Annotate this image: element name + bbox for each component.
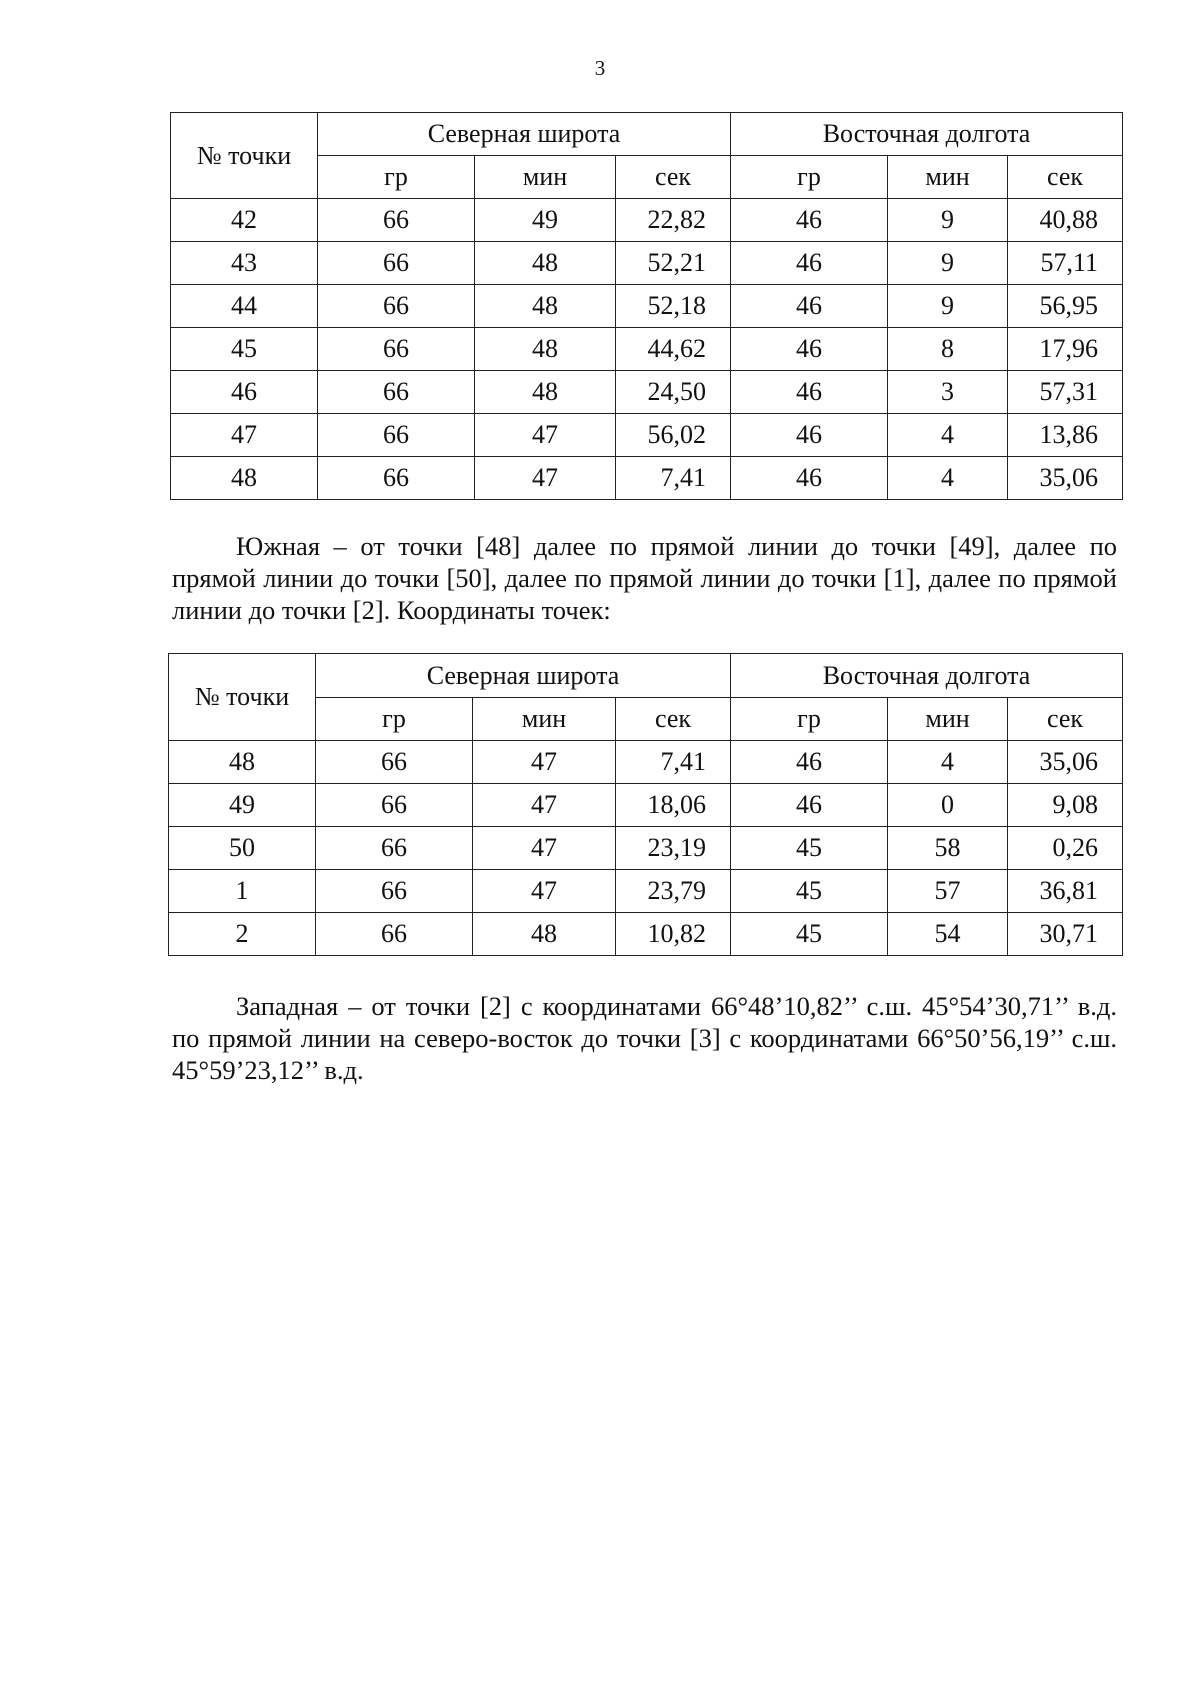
table-row [169, 741, 1123, 784]
lon-minutes-cell: 3 [888, 371, 1008, 414]
lon-degrees-cell: 45 [731, 913, 888, 956]
table-row [169, 827, 1123, 870]
lat-degrees-cell: 66 [316, 870, 473, 913]
point-number-cell: 48 [171, 457, 318, 500]
table-header [169, 654, 1123, 741]
lat-degrees-cell: 66 [316, 827, 473, 870]
lon-degrees-cell: 46 [731, 328, 888, 371]
lat-degrees-cell: 66 [318, 414, 475, 457]
lat-minutes-cell: 47 [473, 741, 616, 784]
lat-seconds-cell: 22,82 [616, 199, 731, 242]
table-row [171, 328, 1123, 371]
lat-seconds-cell: 18,06 [616, 784, 731, 827]
lon-minutes-cell: 4 [888, 457, 1008, 500]
table-row [169, 913, 1123, 956]
point-number-cell: 44 [171, 285, 318, 328]
lat-degrees-cell: 66 [316, 784, 473, 827]
lat-seconds-cell: 44,62 [616, 328, 731, 371]
east-longitude-header: Восточная долгота [731, 654, 1123, 698]
lon-minutes-cell: 4 [888, 741, 1008, 784]
page-number: 3 [594, 56, 606, 80]
table-row [171, 285, 1123, 328]
table-body [169, 741, 1123, 956]
lat-seconds-header: сек [616, 698, 731, 741]
lat-degrees-cell: 66 [318, 457, 475, 500]
lon-seconds-cell: 0,26 [1008, 827, 1123, 870]
lon-degrees-cell: 46 [731, 457, 888, 500]
lat-minutes-cell: 48 [473, 913, 616, 956]
lon-seconds-cell: 35,06 [1008, 457, 1123, 500]
lon-degrees-header: гр [731, 156, 888, 199]
lon-degrees-cell: 46 [731, 285, 888, 328]
point-number-header: № точки [169, 654, 316, 741]
lon-seconds-cell: 56,95 [1008, 285, 1123, 328]
lon-degrees-header: гр [731, 698, 888, 741]
lon-degrees-cell: 46 [731, 199, 888, 242]
lon-minutes-header: мин [888, 156, 1008, 199]
lon-minutes-cell: 58 [888, 827, 1008, 870]
table-body [171, 199, 1123, 500]
lat-seconds-header: сек [616, 156, 731, 199]
coordinates-table-north-east [170, 112, 1123, 500]
lon-degrees-cell: 46 [731, 784, 888, 827]
lon-seconds-header: сек [1008, 156, 1123, 199]
lat-degrees-cell: 66 [318, 371, 475, 414]
lon-seconds-cell: 35,06 [1008, 741, 1123, 784]
lat-seconds-cell: 56,02 [616, 414, 731, 457]
point-number-cell: 43 [171, 242, 318, 285]
lat-degrees-cell: 66 [316, 741, 473, 784]
lat-seconds-cell: 23,19 [616, 827, 731, 870]
north-latitude-header: Северная широта [316, 654, 731, 698]
lat-minutes-cell: 48 [475, 371, 616, 414]
lat-degrees-cell: 66 [318, 328, 475, 371]
coordinates-table-south [168, 653, 1123, 956]
lat-seconds-cell: 24,50 [616, 371, 731, 414]
table-row [169, 870, 1123, 913]
point-number-cell: 47 [171, 414, 318, 457]
lat-seconds-cell: 7,41 [616, 457, 731, 500]
table-header [171, 113, 1123, 199]
lon-degrees-cell: 46 [731, 371, 888, 414]
point-number-cell: 48 [169, 741, 316, 784]
lat-minutes-cell: 48 [475, 242, 616, 285]
lat-seconds-cell: 23,79 [616, 870, 731, 913]
lon-degrees-cell: 46 [731, 741, 888, 784]
point-number-cell: 45 [171, 328, 318, 371]
north-latitude-header: Северная широта [318, 113, 731, 156]
lat-degrees-cell: 66 [316, 913, 473, 956]
lon-seconds-cell: 57,31 [1008, 371, 1123, 414]
table-row [171, 199, 1123, 242]
lon-degrees-cell: 45 [731, 827, 888, 870]
lat-minutes-cell: 47 [475, 414, 616, 457]
lon-degrees-cell: 45 [731, 870, 888, 913]
table-row [171, 457, 1123, 500]
lon-minutes-cell: 57 [888, 870, 1008, 913]
lon-minutes-cell: 54 [888, 913, 1008, 956]
point-number-cell: 50 [169, 827, 316, 870]
table-row [171, 414, 1123, 457]
south-boundary-paragraph: Южная – от точки [48] далее по прямой линии до точки [49], далее по прямой линии до точки [50], далее по прямой линии до точки [1], далее по прямой линии до точки [2]. Координаты точек: [172, 531, 1117, 625]
lon-seconds-cell: 36,81 [1008, 870, 1123, 913]
lat-degrees-cell: 66 [318, 285, 475, 328]
lat-seconds-cell: 7,41 [616, 741, 731, 784]
lon-seconds-cell: 13,86 [1008, 414, 1123, 457]
point-number-header: № точки [171, 113, 318, 199]
lon-seconds-cell: 40,88 [1008, 199, 1123, 242]
lat-minutes-cell: 49 [475, 199, 616, 242]
lat-seconds-cell: 52,21 [616, 242, 731, 285]
lon-degrees-cell: 46 [731, 414, 888, 457]
lat-seconds-cell: 10,82 [616, 913, 731, 956]
lat-degrees-cell: 66 [318, 199, 475, 242]
lat-minutes-cell: 47 [475, 457, 616, 500]
point-number-cell: 46 [171, 371, 318, 414]
point-number-cell: 42 [171, 199, 318, 242]
lat-minutes-cell: 47 [473, 870, 616, 913]
lon-seconds-cell: 57,11 [1008, 242, 1123, 285]
lat-seconds-cell: 52,18 [616, 285, 731, 328]
lat-minutes-cell: 47 [473, 784, 616, 827]
lon-seconds-cell: 9,08 [1008, 784, 1123, 827]
lon-minutes-cell: 0 [888, 784, 1008, 827]
table-row [171, 371, 1123, 414]
lon-minutes-cell: 9 [888, 242, 1008, 285]
point-number-cell: 2 [169, 913, 316, 956]
lon-minutes-cell: 9 [888, 285, 1008, 328]
lat-minutes-cell: 48 [475, 328, 616, 371]
lat-degrees-header: гр [316, 698, 473, 741]
lat-minutes-cell: 48 [475, 285, 616, 328]
west-boundary-paragraph: Западная – от точки [2] с координатами 66°48’10,82’’ с.ш. 45°54’30,71’’ в.д. по прямой линии на северо-восток до точки [3] с координатами 66°50’56,19’’ с.ш. 45°59’23,12’’ в.д. [172, 991, 1117, 1085]
point-number-cell: 49 [169, 784, 316, 827]
lon-degrees-cell: 46 [731, 242, 888, 285]
lat-minutes-header: мин [475, 156, 616, 199]
table-row [169, 784, 1123, 827]
lat-minutes-header: мин [473, 698, 616, 741]
lat-degrees-header: гр [318, 156, 475, 199]
point-number-cell: 1 [169, 870, 316, 913]
table-row [171, 242, 1123, 285]
lon-minutes-cell: 8 [888, 328, 1008, 371]
lat-degrees-cell: 66 [318, 242, 475, 285]
lon-seconds-header: сек [1008, 698, 1123, 741]
lat-minutes-cell: 47 [473, 827, 616, 870]
lon-minutes-header: мин [888, 698, 1008, 741]
lon-minutes-cell: 4 [888, 414, 1008, 457]
lon-seconds-cell: 30,71 [1008, 913, 1123, 956]
east-longitude-header: Восточная долгота [731, 113, 1123, 156]
lon-seconds-cell: 17,96 [1008, 328, 1123, 371]
lon-minutes-cell: 9 [888, 199, 1008, 242]
